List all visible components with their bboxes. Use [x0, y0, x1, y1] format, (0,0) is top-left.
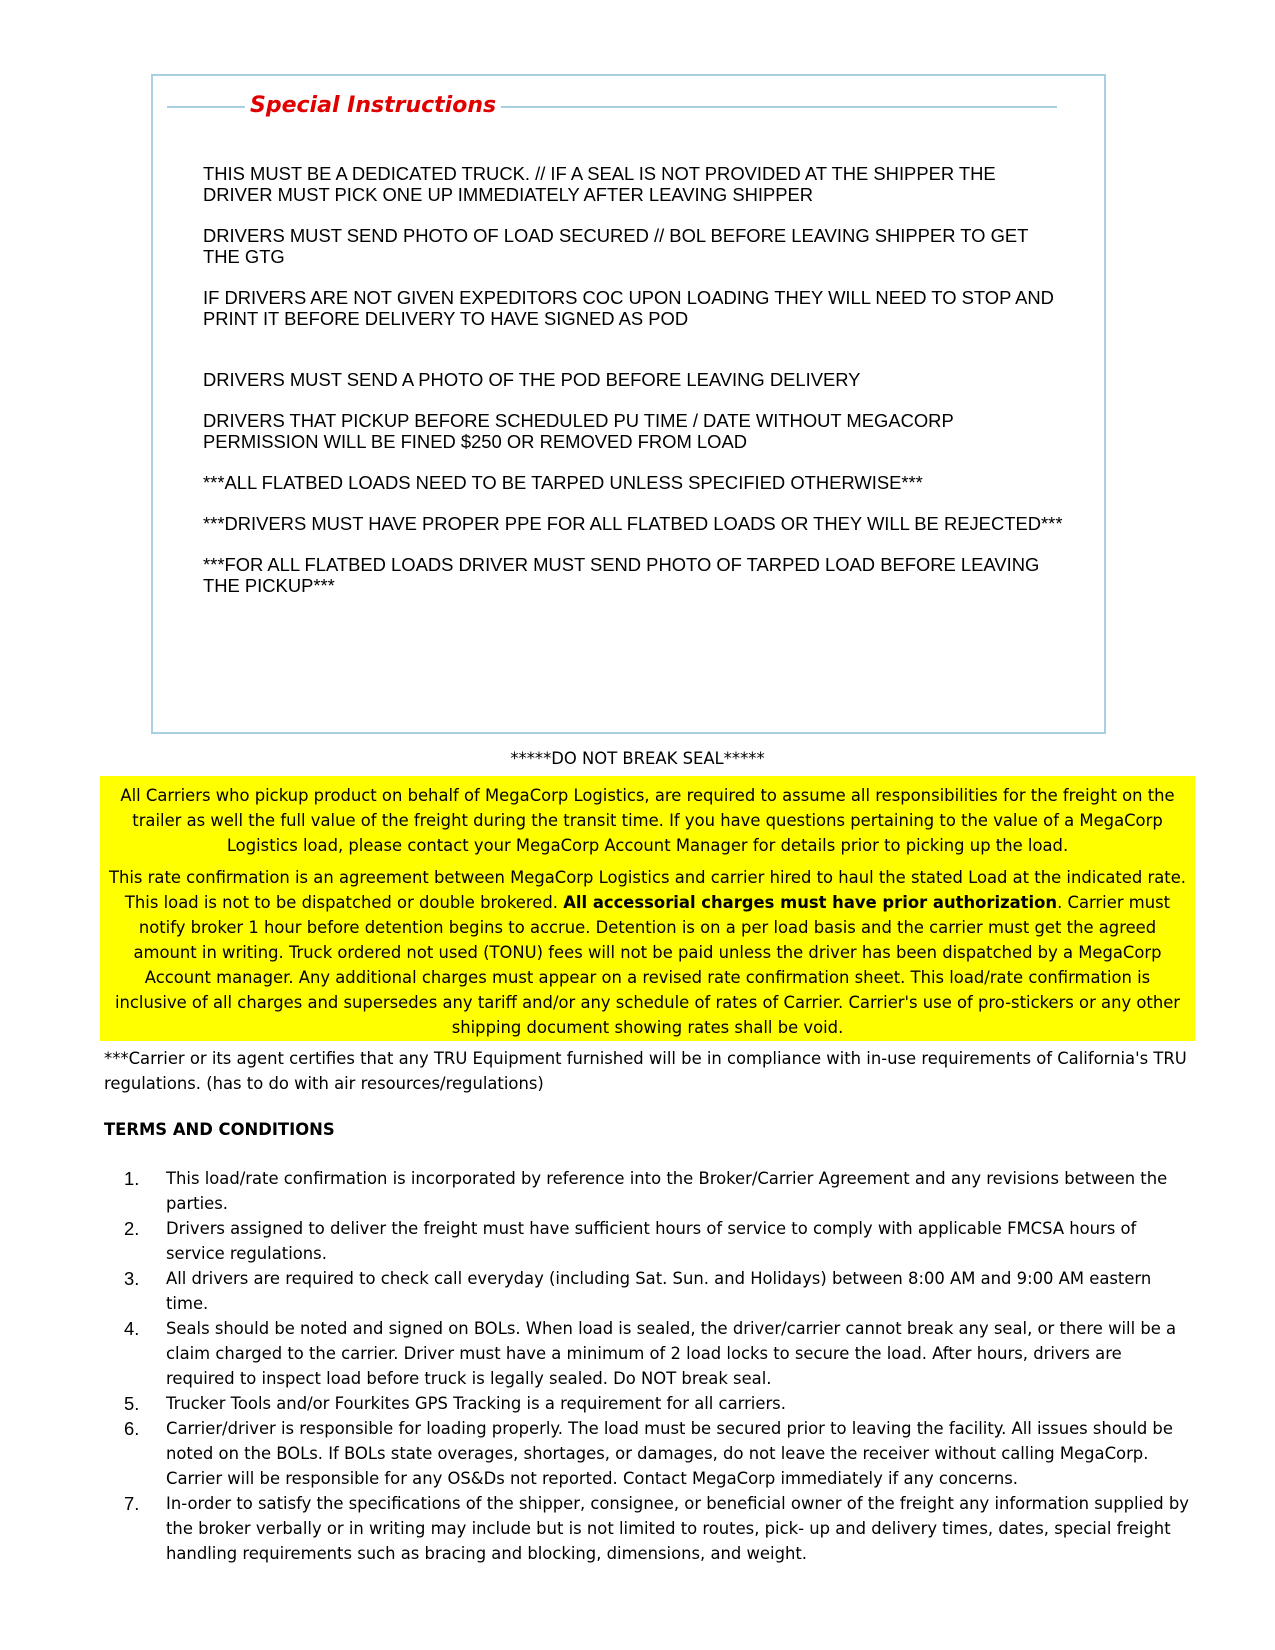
terms-item: [104, 1166, 1194, 1216]
terms-item-number: 1.: [124, 1168, 140, 1189]
instruction-line: THIS MUST BE A DEDICATED TRUCK. // IF A SEAL IS NOT PROVIDED AT THE SHIPPER THE DRIVER MUST PICK ONE UP IMMEDIATELY AFTER LEAVING SHIPPER: [203, 163, 996, 205]
terms-item-number: 7.: [124, 1493, 140, 1514]
terms-item-number: 5.: [124, 1393, 140, 1414]
terms-item: [104, 1391, 1194, 1416]
terms-item-text: Trucker Tools and/or Fourkites GPS Tracking is a requirement for all carriers.: [166, 1394, 786, 1413]
terms-item-text: Carrier/driver is responsible for loading properly. The load must be secured prior to leaving the facility. All issues should be noted on the BOLs. If BOLs state overages, shortages, or damages, do not leave the receiver without calling MegaCorp. Carrier will be responsible for any OS&Ds not reported. Contact MegaCorp immediately if any concerns.: [166, 1419, 1173, 1488]
terms-item-text: Seals should be noted and signed on BOLs. When load is sealed, the driver/carrier cannot break any seal, or there will be a claim charged to the carrier. Driver must have a minimum of 2 load locks to secure the load. After hours, drivers are required to inspect load before truck is legally sealed. Do NOT break seal.: [166, 1319, 1177, 1388]
terms-list: [104, 1166, 1194, 1566]
tru-statement: ***Carrier or its agent certifies that any TRU Equipment furnished will be in compliance with in-use requirements of California's TRU regulations. (has to do with air resources/regulations): [104, 1049, 1187, 1093]
instruction-line: IF DRIVERS ARE NOT GIVEN EXPEDITORS COC UPON LOADING THEY WILL NEED TO STOP AND PRINT IT BEFORE DELIVERY TO HAVE SIGNED AS POD: [203, 287, 1054, 329]
terms-item-number: 2.: [124, 1218, 140, 1239]
instruction-line: DRIVERS THAT PICKUP BEFORE SCHEDULED PU TIME / DATE WITHOUT MEGACORP PERMISSION WILL BE FINED $250 OR REMOVED FROM LOAD: [203, 410, 954, 452]
carrier-responsibility-paragraph: All Carriers who pickup product on behalf of MegaCorp Logistics, are required to assume all responsibilities for the freight on the trailer as well the full value of the freight during the transit time. If you have questions pertaining to the value of a MegaCorp Logistics load, please contact your MegaCorp Account Manager for details prior to picking up the load.: [120, 786, 1175, 855]
instruction-line: ***FOR ALL FLATBED LOADS DRIVER MUST SEND PHOTO OF TARPED LOAD BEFORE LEAVING THE PICKUP***: [203, 554, 1040, 596]
rate-confirmation-text-start: This rate confirmation is an agreement between MegaCorp Logistics and carrier hired to haul the stated Load at the indicated rate. This load is not to be dispatched or double brokered.: [108, 868, 1187, 912]
terms-item: [104, 1266, 1194, 1316]
terms-item-number: 3.: [124, 1268, 140, 1289]
rate-confirmation-paragraph: [108, 865, 1187, 1040]
terms-heading: TERMS AND CONDITIONS: [104, 1120, 335, 1139]
rate-confirmation-text-end: . Carrier must notify broker 1 hour before detention begins to accrue. Detention is on a per load basis and the carrier must get the agreed amount in writing. Truck ordered not used (TONU) fees will not be paid unless the driver has been dispatched by a MegaCorp Account manager. Any additional charges must appear on a revised rate confirmation sheet. This load/rate confirmation is inclusive of all charges and supersedes any tariff and/or any schedule of rates of Carrier. Carrier's use of pro-stickers or any other shipping document showing rates shall be void.: [114, 893, 1181, 1037]
instruction-line: ***DRIVERS MUST HAVE PROPER PPE FOR ALL FLATBED LOADS OR THEY WILL BE REJECTED***: [203, 513, 1063, 534]
terms-item-number: 4.: [124, 1318, 140, 1339]
special-instructions-list: [203, 163, 1063, 616]
seal-notice: *****DO NOT BREAK SEAL*****: [510, 749, 765, 768]
special-instructions-title: Special Instructions: [245, 92, 501, 120]
terms-item-text: This load/rate confirmation is incorporated by reference into the Broker/Carrier Agreement and any revisions between the parties.: [166, 1169, 1168, 1213]
special-instructions-box: [151, 74, 1106, 734]
terms-item: [104, 1316, 1194, 1391]
terms-item: [104, 1491, 1194, 1566]
accessorial-charges-emphasis: All accessorial charges must have prior authorization: [563, 893, 1058, 912]
carrier-notice-highlight: [100, 776, 1195, 1041]
instruction-line: DRIVERS MUST SEND PHOTO OF LOAD SECURED // BOL BEFORE LEAVING SHIPPER TO GET THE GTG: [203, 225, 1029, 267]
terms-item-text: Drivers assigned to deliver the freight must have sufficient hours of service to comply with applicable FMCSA hours of service regulations.: [166, 1219, 1137, 1263]
terms-item-text: In-order to satisfy the specifications of the shipper, consignee, or beneficial owner of the freight any information supplied by the broker verbally or in writing may include but is not limited to routes, pick- up and delivery times, dates, special freight handling requirements such as bracing and blocking, dimensions, and weight.: [166, 1494, 1189, 1563]
terms-item-text: All drivers are required to check call everyday (including Sat. Sun. and Holidays) between 8:00 AM and 9:00 AM eastern time.: [166, 1269, 1152, 1313]
terms-item: [104, 1216, 1194, 1266]
terms-item: [104, 1416, 1194, 1491]
instruction-line: ***ALL FLATBED LOADS NEED TO BE TARPED UNLESS SPECIFIED OTHERWISE***: [203, 472, 923, 493]
title-rule-right: [451, 106, 1057, 108]
terms-item-number: 6.: [124, 1418, 140, 1439]
title-rule-left: [167, 106, 257, 108]
instruction-line: DRIVERS MUST SEND A PHOTO OF THE POD BEFORE LEAVING DELIVERY: [203, 369, 861, 390]
